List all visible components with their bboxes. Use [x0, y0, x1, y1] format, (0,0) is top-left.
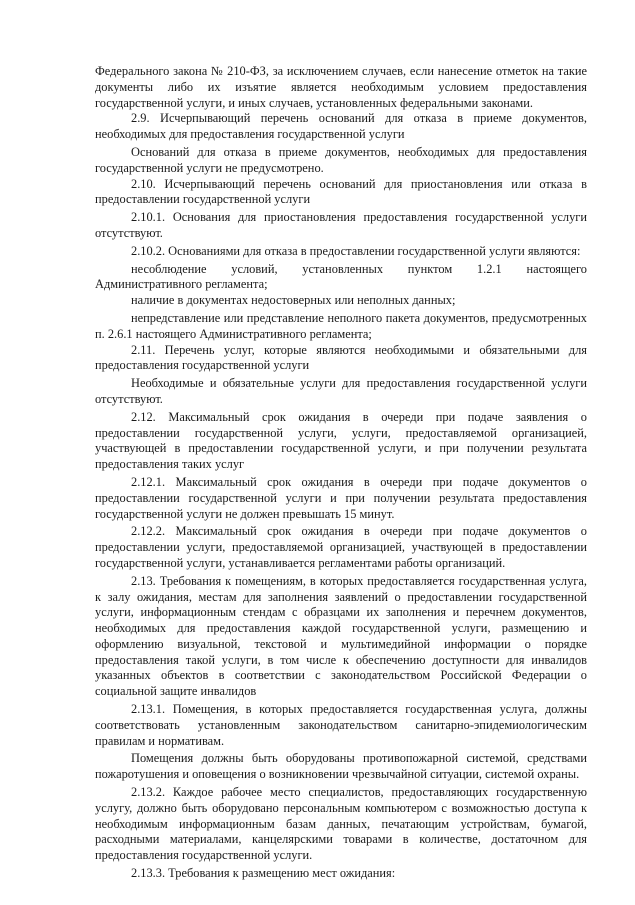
paragraph-2-13-3: 2.13.3. Требования к размещению мест ожидания: — [131, 866, 396, 881]
heading-2-10: 2.10. Исчерпывающий перечень оснований для приостановления или отказа в предоставлении государственной услуги — [95, 176, 587, 207]
paragraph-2-13-2: 2.13.2. Каждое рабочее место специалистов, предоставляющих государственную услугу, должно быть оборудовано персональным компьютером с возможностью доступа к необходимым информационным базам данных, печатающим устройствам, бумагой, расходными материалами, канцелярскими товарами в количестве, достаточном для предоставления государственной услуги. — [95, 785, 587, 863]
paragraph-2-13-1-cont: Помещения должны быть оборудованы противопожарной системой, средствами пожаротушения и оповещения о возникновении чрезвычайной ситуации, системой охраны. — [95, 751, 587, 782]
heading-2-9: 2.9. Исчерпывающий перечень оснований для отказа в приеме документов, необходимых для предоставления государственной услуги — [95, 111, 587, 142]
paragraph-2-12-2: 2.12.2. Максимальный срок ожидания в очереди при подаче документов о предоставлении услуги, предоставляемой организацией, участвующей в предоставлении государственной услуги, устанавливается регламентами работы организаций. — [95, 524, 587, 570]
document-page — [95, 64, 587, 882]
paragraph-2-11-body: Необходимые и обязательные услуги для предоставления государственной услуги отсутствуют. — [95, 376, 587, 406]
heading-2-11: 2.11. Перечень услуг, которые являются необходимыми и обязательными для предоставления государственной услуги — [95, 342, 587, 373]
list-item-3: непредставление или представление неполного пакета документов, предусмотренных п. 2.6.1 настоящего Административного регламента; — [95, 310, 587, 341]
heading-2-13: 2.13. Требования к помещениям, в которых предоставляется государственная услуга, к залу ожидания, местам для заполнения заявлений о предоставлении государственной услуги, информационным стендам с образцами их заполнения и перечнем документов, необходимых для предоставления каждой государственной услуги, размещению и оформлению визуальной, текстовой и мультимедийной информации о порядке предоставления такой услуги, в том числе к обеспечению доступности для инвалидов указанных объектов в соответствии с законодательством Российской Федерации о социальной защите инвалидов — [95, 573, 587, 699]
paragraph-2-13-1: 2.13.1. Помещения, в которых предоставляется государственная услуга, должны соответствовать установленным законодательством санитарно-эпидемиологическим правилам и нормативам. — [95, 702, 587, 748]
list-item-1: несоблюдение условий, установленных пунктом 1.2.1 настоящего Административного регламента; — [95, 261, 587, 292]
paragraph-2-9-body: Оснований для отказа в приеме документов, необходимых для предоставления государственной услуги не предусмотрено. — [95, 144, 587, 175]
list-item-2: наличие в документах недостоверных или неполных данных; — [131, 293, 456, 308]
paragraph-2-10-2: 2.10.2. Основаниями для отказа в предоставлении государственной услуги являются: — [131, 243, 581, 258]
paragraph-2-10-1: 2.10.1. Основания для приостановления предоставления государственной услуги отсутствуют. — [95, 210, 587, 240]
paragraph-2-12-1: 2.12.1. Максимальный срок ожидания в очереди при подаче документов о предоставлении государственной услуги и при получении результата предоставления государственной услуги не должен превышать 15 минут. — [95, 474, 587, 521]
heading-2-12: 2.12. Максимальный срок ожидания в очереди при подаче заявления о предоставлении государственной услуги, услуги, предоставляемой организацией, участвующей в предоставлении государственной услуги, и при получении результата предоставления таких услуг — [95, 409, 587, 472]
paragraph-continuation: Федерального закона № 210-ФЗ, за исключением случаев, если нанесение отметок на такие документы либо их изъятие является необходимым условием предоставления государственной услуги, и иных случаев, установленных федеральными законами. — [95, 64, 587, 110]
